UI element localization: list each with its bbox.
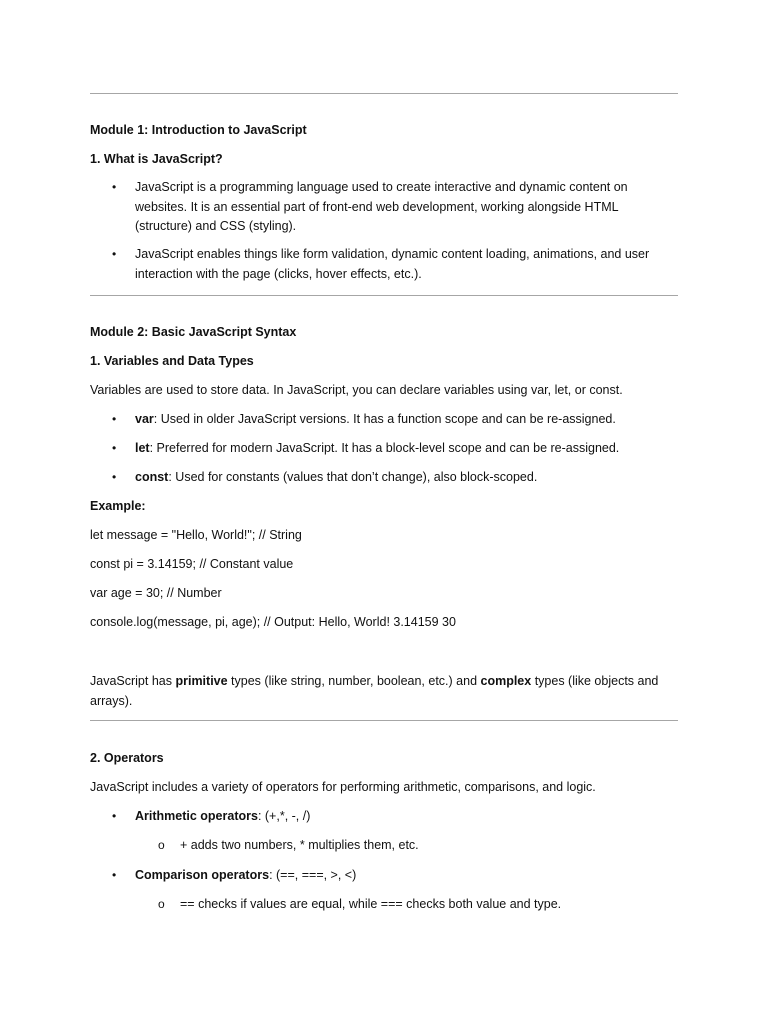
list-item: [135, 866, 665, 886]
sub-bullet-icon: o: [158, 897, 165, 911]
keyword-description: : Preferred for modern JavaScript. It has a block-level scope and can be re-assigned.: [149, 441, 620, 455]
list-item: [135, 807, 665, 827]
horizontal-rule: [90, 93, 678, 94]
keyword-description: : Used in older JavaScript versions. It has a function scope and can be re-assigned.: [153, 412, 616, 426]
module-2-title: Module 2: Basic JavaScript Syntax: [90, 325, 297, 339]
code-line: let message = "Hello, World!"; // String: [90, 528, 302, 542]
bullet-icon: •: [112, 470, 117, 484]
section-heading-what-is-javascript: 1. What is JavaScript?: [90, 152, 223, 166]
operators-intro: JavaScript includes a variety of operators for performing arithmetic, comparisons, and logic.: [90, 780, 596, 794]
bullet-icon: •: [112, 180, 117, 194]
bullet-icon: •: [112, 809, 117, 823]
keyword-term: var: [135, 412, 154, 426]
bullet-icon: •: [112, 247, 117, 261]
operator-term: Arithmetic operators: [135, 809, 258, 823]
operator-description: : (==, ===, >, <): [269, 868, 357, 882]
list-item: [135, 468, 665, 488]
bullet-icon: •: [112, 441, 117, 455]
section-heading-operators: 2. Operators: [90, 751, 164, 765]
term-primitive: primitive: [175, 674, 228, 688]
list-item: [135, 439, 665, 459]
keyword-term: let: [135, 441, 150, 455]
code-line: var age = 30; // Number: [90, 586, 222, 600]
operator-description: : (+,*, -, /): [257, 809, 311, 823]
bullet-icon: •: [112, 412, 117, 426]
list-item: JavaScript is a programming language used to create interactive and dynamic content on websites. It is an essential part of front-end web development, working alongside HTML (structure) and CSS (styling).: [135, 180, 628, 233]
section-heading-variables: 1. Variables and Data Types: [90, 354, 254, 368]
variables-intro: Variables are used to store data. In JavaScript, you can declare variables using var, let, or const.: [90, 383, 623, 397]
operator-term: Comparison operators: [135, 868, 270, 882]
horizontal-rule: [90, 295, 678, 296]
sub-bullet-icon: o: [158, 838, 165, 852]
keyword-description: : Used for constants (values that don’t change), also block-scoped.: [168, 470, 538, 484]
sub-list-item: == checks if values are equal, while === checks both value and type.: [180, 897, 562, 911]
bullet-icon: •: [112, 868, 117, 882]
module-1-title: Module 1: Introduction to JavaScript: [90, 123, 307, 137]
keyword-term: const: [135, 470, 169, 484]
example-label: Example:: [90, 499, 146, 513]
list-item: JavaScript enables things like form validation, dynamic content loading, animations, and user interaction with the page (clicks, hover effects, etc.).: [135, 247, 650, 281]
horizontal-rule: [90, 720, 678, 721]
sub-list-item: + adds two numbers, * multiplies them, etc.: [180, 838, 419, 852]
list-item: [135, 410, 665, 430]
code-line: const pi = 3.14159; // Constant value: [90, 557, 294, 571]
code-line: console.log(message, pi, age); // Output: Hello, World! 3.14159 30: [90, 615, 456, 629]
data-types-paragraph: JavaScript has primitive types (like string, number, boolean, etc.) and complex types (like objects and arrays).: [90, 674, 659, 708]
term-complex: complex: [480, 674, 532, 688]
document-page: [90, 0, 678, 1024]
